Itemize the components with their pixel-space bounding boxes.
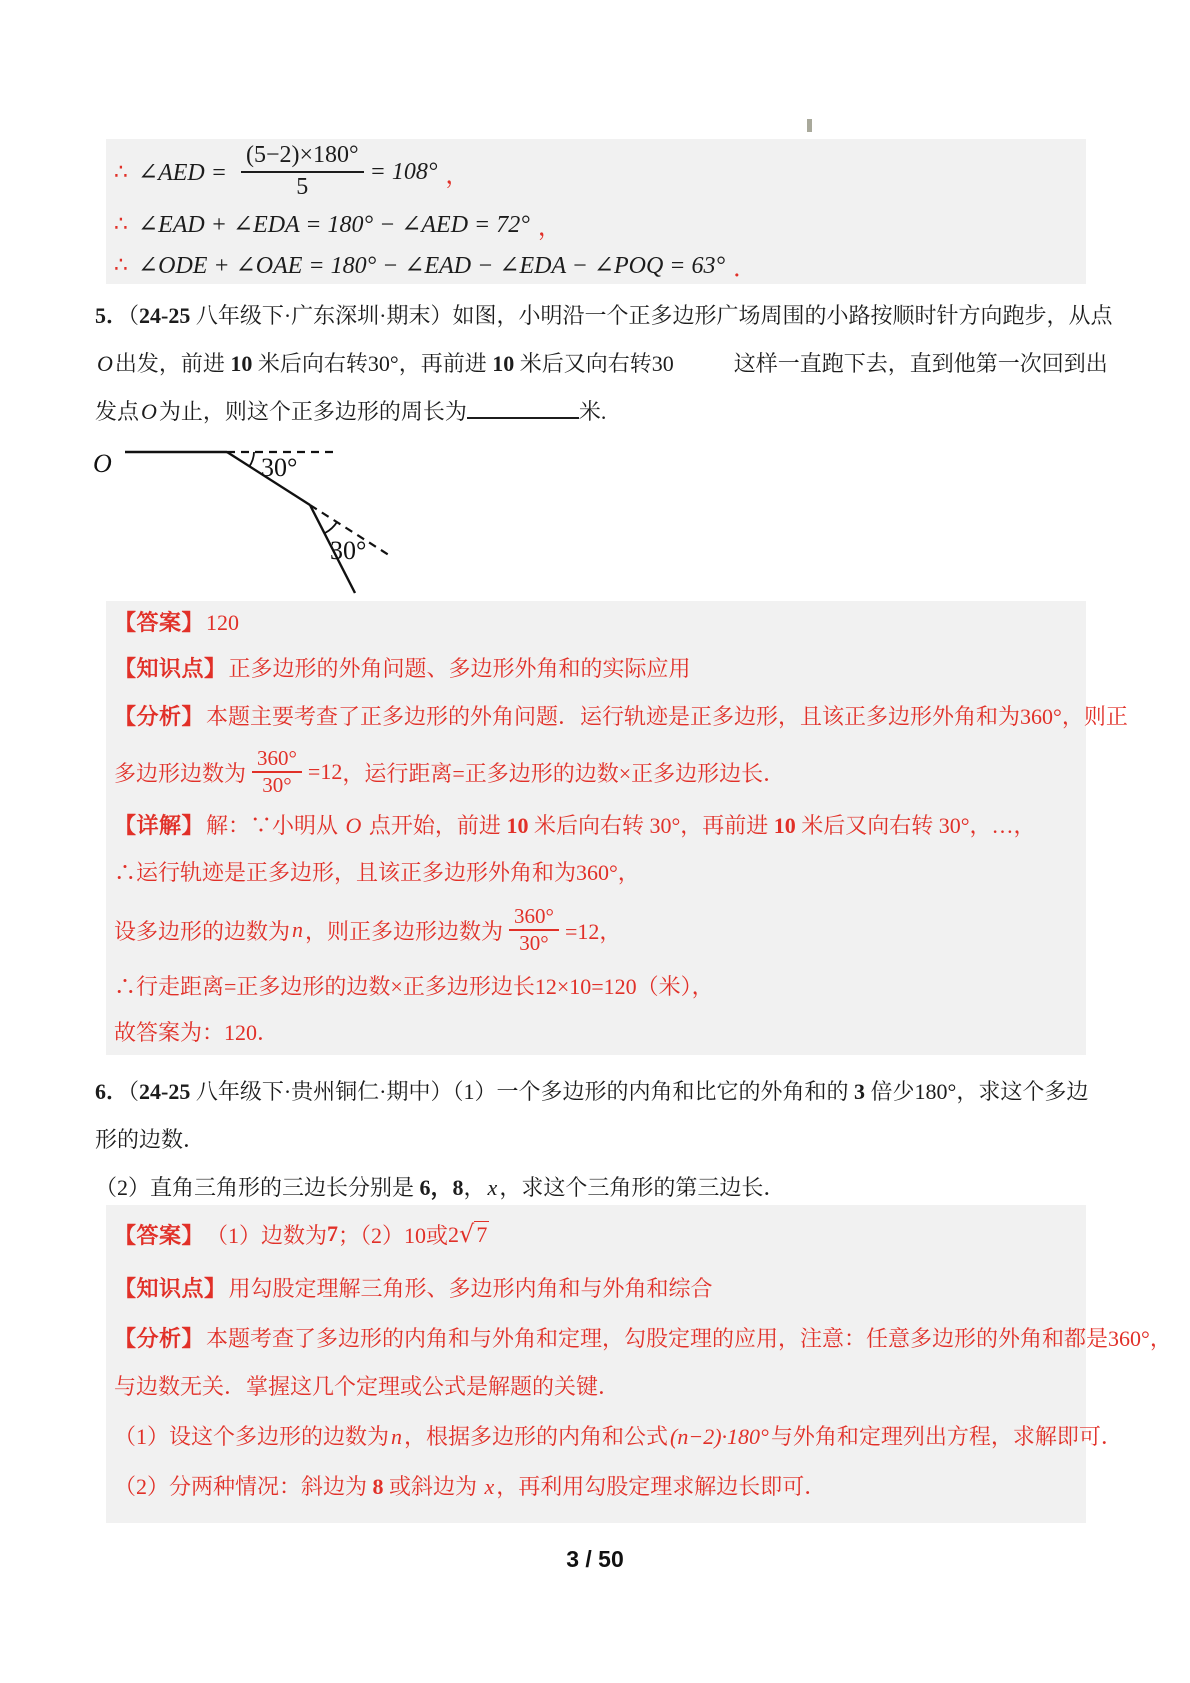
knowledge-value: 用勾股定理解三角形、多边形内角和与外角和综合 xyxy=(228,1276,713,1301)
question-text: 如图，小明沿一个正多边形广场周围的小路按顺时针方向跑步，从点 xyxy=(452,303,1113,328)
analysis-label: 【分析】 xyxy=(114,1326,205,1351)
punctuation: ， xyxy=(445,162,470,189)
question-source: 八年级下·广东深圳·期末） xyxy=(190,303,453,328)
fraction-denominator: 30° xyxy=(262,772,292,797)
number: 8 xyxy=(372,1474,384,1499)
analysis-text: 本题主要考查了正多边形的外角问题．运行轨迹是正多边形，且该正多边形外角和为360°，则正 xyxy=(206,704,1128,729)
formula-line xyxy=(114,141,1086,203)
analysis-line-2 xyxy=(114,1363,1086,1411)
fraction-denominator: 30° xyxy=(519,930,549,955)
question-text: （1）一个多边形的内角和比它的外角和的 xyxy=(452,1079,855,1104)
var-O: O xyxy=(345,813,362,838)
question-source-year: 24-25 xyxy=(139,303,191,328)
question-source: （ xyxy=(128,303,140,328)
number: 3 xyxy=(854,1079,866,1104)
number: 10 xyxy=(773,813,796,838)
question-text: 这样一直跑下去，直到他第一次回到出 xyxy=(733,351,1108,376)
detail-text: 米后向右转 30°，再前进 xyxy=(528,813,774,838)
analysis-item-1 xyxy=(114,1411,1123,1463)
therefore-symbol: ∴ xyxy=(114,211,128,237)
detail-text: ∴行走距离=正多边形的边数×正多边形边长12×10=120（米）， xyxy=(114,974,714,999)
page-footer xyxy=(0,1546,1190,1573)
detail-line-2 xyxy=(114,849,1086,897)
analysis-line-2 xyxy=(114,741,1086,803)
question-number: 5． xyxy=(95,303,129,328)
number: 7 xyxy=(327,1221,339,1246)
analysis-text: 与外角和定理列出方程，求解即可． xyxy=(770,1424,1123,1449)
var-n: n xyxy=(391,1424,403,1449)
answer-line xyxy=(114,601,1086,645)
detail-line-5 xyxy=(114,1011,1086,1055)
var-x: x xyxy=(487,1175,498,1200)
detail-text: ∴运行轨迹是正多边形，且该正多边形外角和为360°， xyxy=(114,860,640,885)
answer-label: 【答案】 xyxy=(114,1222,205,1248)
question-text: ， xyxy=(463,1175,486,1200)
punctuation: ， xyxy=(537,214,562,241)
diagram-point-O-label: O xyxy=(93,449,112,478)
punctuation: ． xyxy=(733,255,758,282)
question-source: （ xyxy=(128,1079,140,1104)
therefore-symbol: ∴ xyxy=(114,252,128,278)
question-text: 米后向右转30°，再前进 xyxy=(252,351,493,376)
var-n: n xyxy=(292,917,304,942)
q5-diagram xyxy=(85,408,515,603)
fraction xyxy=(252,746,302,798)
knowledge-label: 【知识点】 xyxy=(114,1276,227,1301)
question-6 xyxy=(95,1068,1097,1212)
question-text: ，求这个三角形的第三边长． xyxy=(499,1175,786,1200)
var-O: O xyxy=(141,399,157,424)
analysis-text: （1）设这个多边形的边数为 xyxy=(114,1424,390,1449)
var-O: O xyxy=(97,351,113,376)
detail-line-3 xyxy=(114,897,1086,963)
formula-lhs: ∠AED = xyxy=(138,159,227,186)
equation-result: =12， xyxy=(564,918,622,944)
detail-text: 米后又向右转 30°，…， xyxy=(795,813,1036,838)
number: 10 xyxy=(506,813,529,838)
radical-icon: √ xyxy=(459,1220,475,1248)
interior-angle-formula: (n−2)·180° xyxy=(670,1424,769,1449)
question-6-line-1 xyxy=(95,1068,1097,1116)
knowledge-label: 【知识点】 xyxy=(114,656,227,681)
detail-line-4 xyxy=(114,963,1086,1011)
fraction-numerator: 360° xyxy=(252,746,302,773)
analysis-text: ，再利用勾股定理求解边长即可． xyxy=(496,1474,827,1499)
analysis-text: 多边形边数为 xyxy=(114,760,247,786)
number: 6，8 xyxy=(419,1175,464,1200)
knowledge-line xyxy=(114,1263,1086,1315)
sqrt-coefficient: 2 xyxy=(448,1222,460,1247)
answer-value: 120 xyxy=(206,610,240,635)
analysis-text: 或斜边为 xyxy=(383,1474,483,1499)
page-indicator: 3 / 50 xyxy=(566,1546,624,1572)
question-text: 倍少180°，求这个多边 xyxy=(865,1079,1089,1104)
angle-label-top: 30° xyxy=(261,453,298,482)
question-text: 形的边数． xyxy=(95,1127,206,1152)
angle-arc-2 xyxy=(325,522,337,533)
fraction xyxy=(509,904,559,956)
answer-label: 【答案】 xyxy=(114,610,205,635)
analysis-text: （2）分两种情况：斜边为 xyxy=(114,1474,373,1499)
question-text: （2）直角三角形的三边长分别是 xyxy=(95,1175,420,1200)
formula-line xyxy=(114,203,1086,245)
detail-text: 设多边形的边数为 xyxy=(114,918,291,944)
fraction xyxy=(241,142,364,201)
analysis-text: 本题考查了多边形的内角和与外角和定理，勾股定理的应用，注意：任意多边形的外角和都是360°， xyxy=(206,1326,1172,1351)
question-text: 发点 xyxy=(95,399,140,424)
analysis-item-2 xyxy=(114,1463,1086,1511)
formula-rhs: = 108° xyxy=(369,158,438,185)
answer-text: （1）边数为 xyxy=(206,1222,328,1248)
question-text: 米. xyxy=(578,399,607,424)
sqrt-expression xyxy=(448,1220,489,1248)
therefore-symbol: ∴ xyxy=(114,159,128,185)
detail-text: ，则正多边形边数为 xyxy=(305,918,504,944)
question-text: 米后又向右转30 xyxy=(514,351,674,376)
analysis-line-1 xyxy=(114,693,1128,741)
question-source-year: 24-25 xyxy=(139,1079,191,1104)
fraction-denominator: 5 xyxy=(296,173,309,200)
detail-line-1 xyxy=(114,803,1086,849)
formula-body: ∠EAD + ∠EDA = 180° − ∠AED = 72° xyxy=(138,211,530,238)
fraction-numerator: 360° xyxy=(509,904,559,931)
angle-arc-1 xyxy=(249,452,254,467)
fraction-numerator: (5−2)×180° xyxy=(241,142,364,173)
knowledge-value: 正多边形的外角问题、多边形外角和的实际应用 xyxy=(228,656,691,681)
equation-result: =12 xyxy=(307,759,343,784)
var-x: x xyxy=(484,1474,495,1499)
question-text: 为止，则这个正多边形的周长为 xyxy=(158,399,467,424)
detail-text: 故答案为：120． xyxy=(114,1020,280,1045)
question-6-line-2 xyxy=(95,1116,1097,1164)
question-5-line-1 xyxy=(95,292,1113,340)
analysis-label: 【分析】 xyxy=(114,704,205,729)
answer-text: ；（2）10或 xyxy=(338,1222,449,1248)
analysis-line-1 xyxy=(114,1315,1172,1363)
detail-text: 解：∵小明从 xyxy=(206,813,344,838)
sqrt-radicand: 7 xyxy=(476,1222,488,1247)
question-number: 6． xyxy=(95,1079,129,1104)
question-source: 八年级下·贵州铜仁·期中） xyxy=(190,1079,453,1104)
formula-line xyxy=(114,245,1086,285)
knowledge-line xyxy=(114,645,1086,693)
number: 10 xyxy=(230,351,253,376)
question-text: 出发，前进 xyxy=(114,351,231,376)
formula-body: ∠ODE + ∠OAE = 180° − ∠EAD − ∠EDA − ∠POQ = 63° xyxy=(138,252,726,279)
analysis-text: 与边数无关．掌握这几个定理或公式是解题的关键． xyxy=(114,1374,621,1399)
analysis-text: ，根据多边形的内角和公式 xyxy=(404,1424,669,1449)
angle-label-bottom: 30° xyxy=(330,536,367,565)
detail-label: 【详解】 xyxy=(114,813,205,838)
question-5-line-2 xyxy=(95,340,1108,388)
q5-solution-block xyxy=(106,601,1128,1055)
q6-solution-block xyxy=(106,1205,1172,1523)
answer-line xyxy=(114,1205,1086,1263)
analysis-text: ，运行距离=正多边形的边数×正多边形边长． xyxy=(342,760,786,786)
scan-artifact xyxy=(807,119,812,132)
number: 10 xyxy=(492,351,515,376)
proof-block xyxy=(106,139,1086,284)
detail-text: 点开始，前进 xyxy=(363,813,507,838)
